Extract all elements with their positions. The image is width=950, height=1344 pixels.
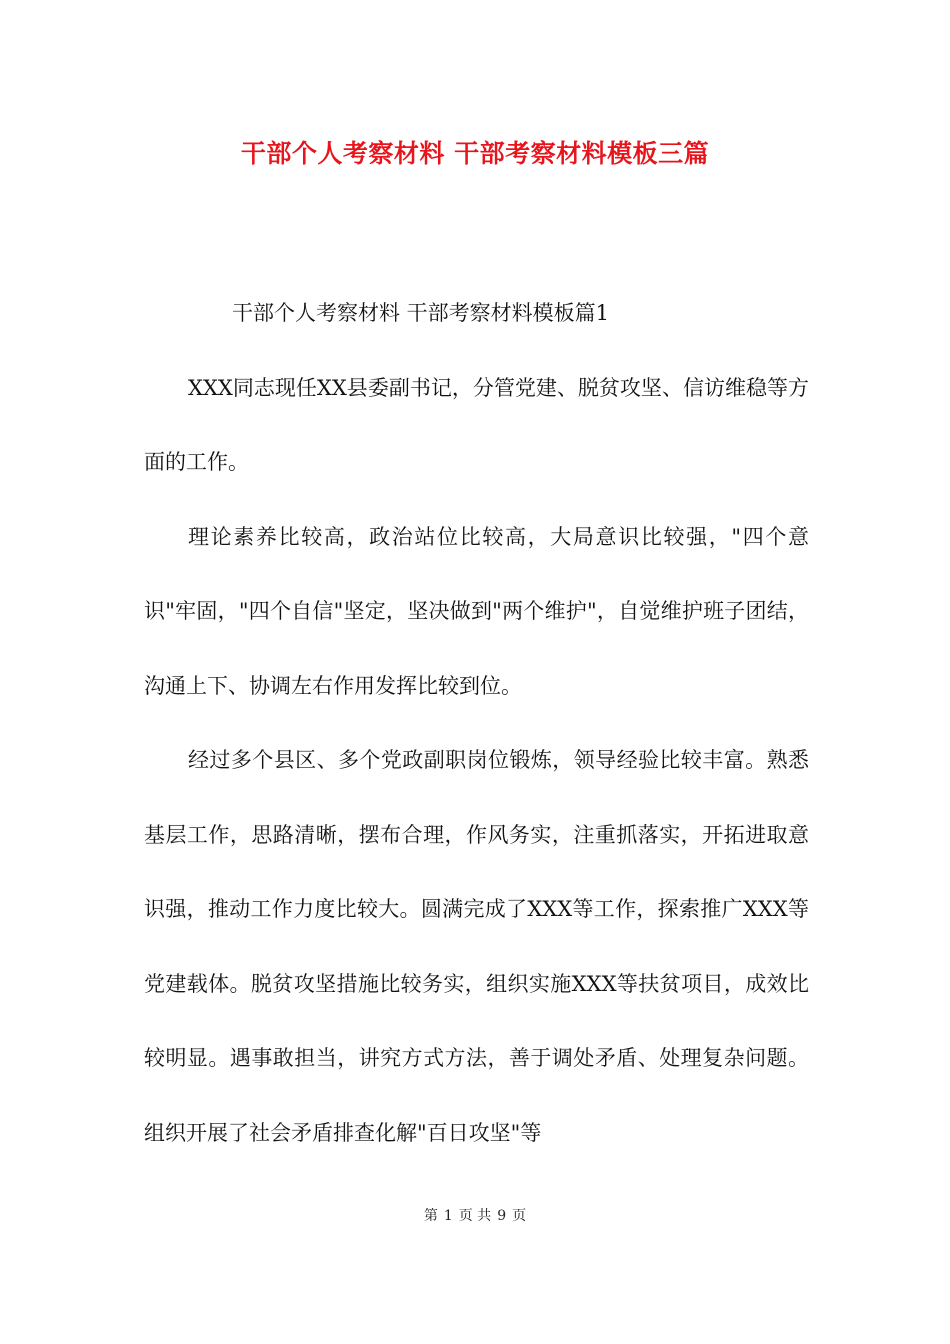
document-title: 干部个人考察材料 干部考察材料模板三篇 [240,139,710,168]
paragraph-3: 经过多个县区、多个党政副职岗位锻炼，领导经验比较丰富。熟悉基层工作，思路清晰，摆布合理，作风务实，注重抓落实，开拓进取意识强，推动工作力度比较大。圆满完成了XXX等工作，探索推广XXX等党建载体。脱贫攻坚措施比较务实，组织实施XXX等扶贫项目，成效比较明显。遇事敢担当，讲究方式方法，善于调处矛盾、处理复杂问题。组织开展了社会矛盾排查化解"百日攻坚"等 [144,748,809,1145]
document-body [144,276,809,1170]
page-footer [0,1206,950,1226]
footer-current-page: 1 [443,1208,453,1224]
footer-total-pages: 9 [497,1208,507,1224]
footer-mid: 页 共 [458,1208,492,1224]
paragraph-2: 理论素养比较高，政治站位比较高，大局意识比较强，"四个意识"牢固，"四个自信"坚定，坚决做到"两个维护"，自觉维护班子团结，沟通上下、协调左右作用发挥比较到位。 [144,524,809,698]
paragraph-1: XXX同志现任XX县委副书记，分管党建、脱贫攻坚、信访维稳等方面的工作。 [144,375,809,474]
footer-prefix: 第 [423,1208,438,1224]
footer-suffix: 页 [512,1208,527,1224]
section-heading: 干部个人考察材料 干部考察材料模板篇1 [232,301,610,325]
